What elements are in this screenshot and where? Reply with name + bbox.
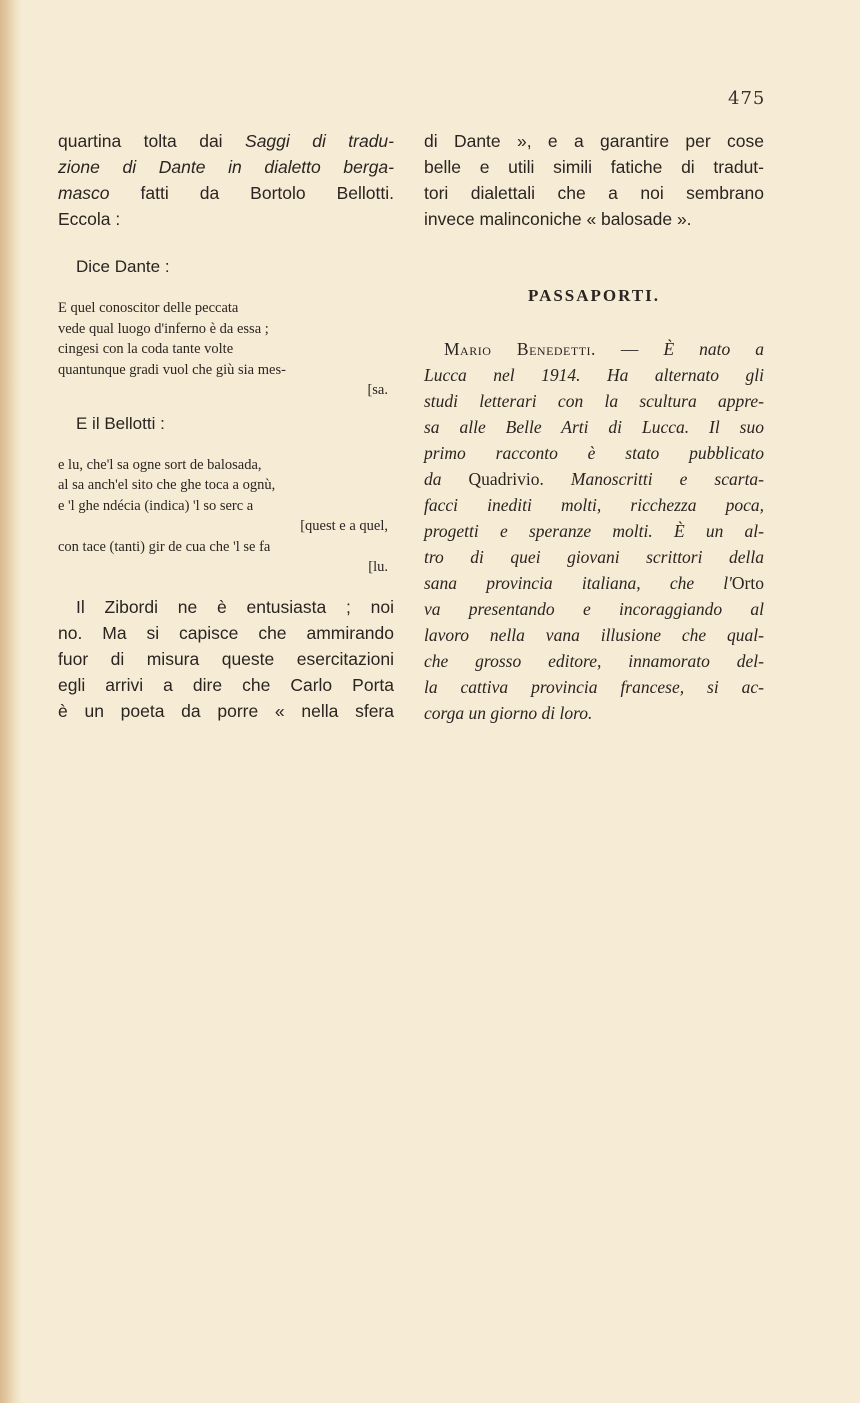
entry-line-9: tro di quei giovani scrittori della [424,547,764,567]
left-column [58,128,394,724]
dante-verse-line-3: cingesi con la coda tante volte [58,341,234,357]
entry-line-4: sa alle Belle Arti di Lucca. Il suo [424,417,764,437]
bellotti-label: E il Bellotti : [76,413,165,433]
entry-line-12: lavoro nella vana illusione che qual- [424,625,764,645]
entry-line-8: progetti e speranze molti. È un al- [424,521,764,541]
entry-line-15: corga un giorno di loro. [424,703,593,723]
bellotti-verse [58,455,394,578]
continuation-line-1: di Dante », e a garantire per cose [424,131,764,151]
intro-paragraph [58,128,394,232]
bellotti-verse-line-4: con tace (tanti) gir de cua che 'l se fa [58,538,271,555]
intro-line-1: quartina tolta dai Saggi di tradu- [58,131,394,151]
intro-line-4: Eccola : [58,209,121,229]
continuation-line-4: invece malinconiche « balosade ». [424,209,692,229]
page-number: 475 [728,88,766,109]
journal-title-orto: Orto [731,573,764,593]
entry-line-7: facci inediti molti, ricchezza poca, [424,495,764,515]
entry-line-1: Mario Benedetti. — È nato a [444,339,764,359]
bellotti-verse-line-4-overflow: [lu. [368,559,388,575]
bellotti-verse-line-2: al sa anch'el sito che ghe toca a ognù, [58,477,276,493]
continuation-paragraph [424,128,764,232]
dante-verse-line-2: vede qual luogo d'inferno è da essa ; [58,320,269,337]
intro-line-3: masco fatti da Bortolo Bellotti. [58,183,394,203]
entry-line-6: da Quadrivio. Manoscritti e scarta- [424,469,765,489]
intro-line-2: zione di Dante in dialetto berga- [58,157,394,177]
continuation-line-2: belle e utili simili fatiche di tradut- [424,157,764,177]
entry-paragraph [424,336,764,726]
dante-label: Dice Dante : [76,257,170,276]
entry-line-14: la cattiva provincia francese, si ac- [424,677,764,697]
closing-line-4: egli arrivi a dire che Carlo Porta [58,674,394,695]
section-title: PASSAPORTI. [527,286,661,305]
closing-line-1: Il Zibordi ne è entusiasta ; noi [76,596,394,617]
bellotti-verse-line-1: e lu, che'l sa ogne sort de balosada, [58,456,262,473]
entry-line-2: Lucca nel 1914. Ha alternato gli [424,365,764,385]
bellotti-verse-line-3-overflow: [quest e a quel, [300,518,388,534]
page-edge-shadow [0,0,22,1403]
entry-line-13: che grosso editore, innamorato del- [424,651,764,671]
dante-verse-overflow: [sa. [367,382,388,398]
dante-verse-line-4: quantunque gradi vuol che giù sia mes- [58,361,286,378]
entry-line-3: studi letterari con la scultura appre- [424,391,764,411]
entry-line-11: va presentando e incoraggiando al [424,599,764,619]
closing-line-3: fuor di misura queste esercitazioni [58,648,394,669]
entry-line-10: sana provincia italiana, che l'Orto [424,573,764,593]
closing-line-5: è un poeta da porre « nella sfera [58,700,394,721]
journal-title-quadrivio: Quadrivio. [468,469,544,489]
closing-line-2: no. Ma si capisce che ammirando [58,622,394,643]
entry-author: Mario Benedetti. [444,339,596,359]
closing-paragraph [58,594,394,724]
continuation-line-3: tori dialettali che a noi sembrano [424,183,764,203]
bellotti-verse-line-3: e 'l ghe ndécia (indica) 'l so serc a [58,497,254,514]
entry-line-5: primo racconto è stato pubblicato [424,443,764,463]
right-column [424,128,764,726]
dante-verse-line-1: E quel conoscitor delle peccata [58,300,239,316]
dante-verse [58,298,394,401]
